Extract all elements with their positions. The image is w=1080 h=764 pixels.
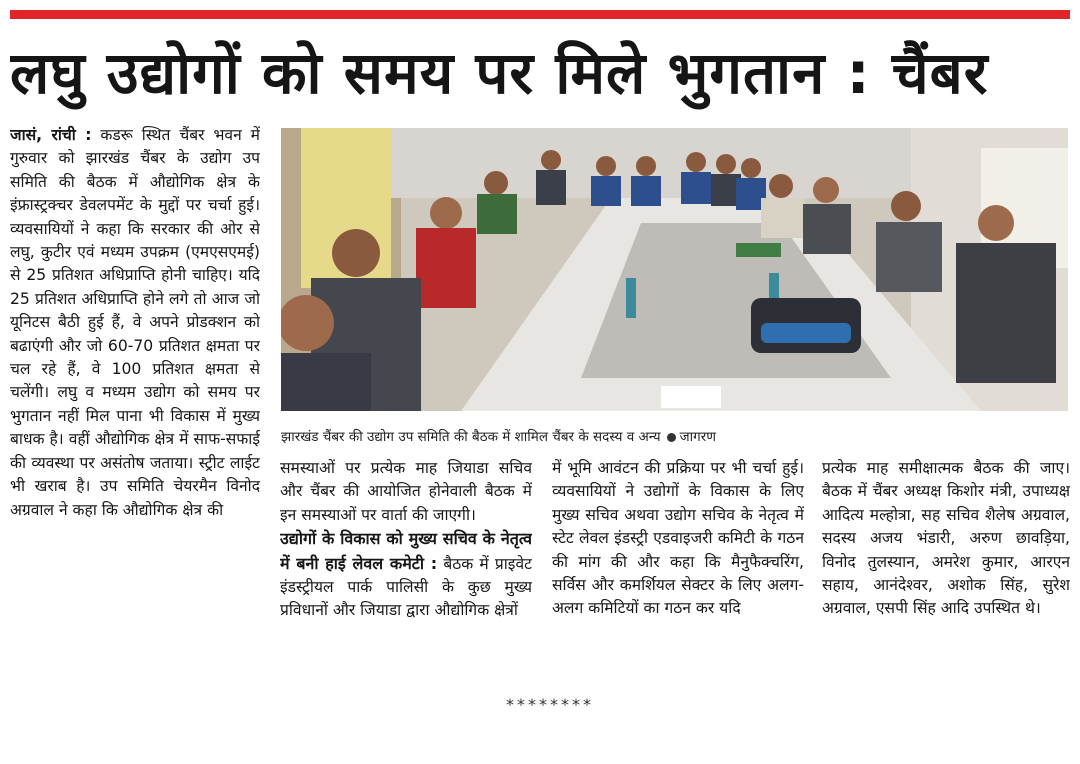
column-4-text: प्रत्येक माह समीक्षात्मक बैठक की जाए। बैठक में चैंबर अध्यक्ष किशोर मंत्री, उपाध्यक्ष आदित्य मल्होत्रा, सह सचिव शैलेष अग्रवाल, सदस्य अजय भंडारी, अरुण छावड़िया, विनोद तुलस्यान, अमरेश कुमार, आरएन सहाय, आनंदेश्वर, अशोक सिंह, सुरेश अग्रवाल, एसपी सिंह आदि उपस्थित थे। bbox=[822, 459, 1070, 618]
meeting-photo bbox=[281, 128, 1068, 411]
column-2-text-after-subhead: बैठक में प्राइवेट इंडस्ट्रीयल पार्क पालिसी के कुछ मुख्य प्रविधानों और जियाडा द्वारा औद्योगिक क्षेत्रों bbox=[280, 554, 532, 620]
top-red-rule bbox=[10, 10, 1070, 19]
bullet-dot-icon bbox=[667, 433, 676, 442]
end-marker: ******** bbox=[506, 695, 594, 714]
subheading: उद्योगों के विकास को मुख्य सचिव के नेतृत्व में बनी हाई लेवल कमेटी : bbox=[280, 529, 532, 573]
caption-text: झारखंड चैंबर की उद्योग उप समिति की बैठक में शामिल चैंबर के सदस्य व अन्य bbox=[281, 429, 661, 445]
dateline: जासं, रांची : bbox=[10, 126, 92, 144]
headline: लघु उद्योगों को समय पर मिले भुगतान : चैंबर bbox=[10, 39, 989, 107]
article-column-4 bbox=[822, 457, 1070, 690]
photo-caption bbox=[281, 426, 1068, 448]
article-column-1 bbox=[10, 124, 260, 690]
photo-credit: जागरण bbox=[679, 429, 717, 445]
meeting-photo-illustration bbox=[281, 128, 1068, 411]
column-1-text: कडरू स्थित चैंबर भवन में गुरुवार को झारखंड चैंबर के उद्योग उप समिति की बैठक में औद्योगिक क्षेत्र के इंफ्रास्ट्रक्चर डेवलपमेंट के मुद्दों पर चर्चा हुई। व्यवसायियों ने कहा कि सरकार की ओर से लघु, कुटीर एवं मध्यम उपक्रम (एमएसएमई) से 25 प्रतिशत अधिप्राप्ति होनी चाहिए। यदि 25 प्रतिशत अधिप्राप्ति होने लगे तो आज जो यूनिटस बैठी हुई हैं, वे अपने प्रोडक्शन को बढाएंगी और जो 60-70 प्रतिशत क्षमता पर चल रहे हैं, वे 100 प्रतिशत क्षमता से चलेंगी। लघु व मध्यम उद्योग को समय पर भुगतान नहीं मिल पाना भी विकास में मुख्य बाधक है। वहीं औद्योगिक क्षेत्र में साफ-सफाई की व्यवस्था पर असंतोष जताया। स्ट्रीट लाईट भी खराब है। उप समिति चेयरमैन विनोद अग्रवाल ने कहा कि औद्योगिक क्षेत्र की bbox=[10, 126, 260, 519]
column-2-text: समस्याओं पर प्रत्येक माह जियाडा सचिव और चैंबर की आयोजित होनेवाली बैठक में इन समस्याओं पर वार्ता की जाएगी। bbox=[280, 459, 532, 524]
column-3-text: में भूमि आवंटन की प्रक्रिया पर भी चर्चा हुई। व्यवसायियों ने उद्योगों के विकास के लिए मुख्य सचिव अथवा उद्योग सचिव के नेतृत्व में स्टेट लेवल इंडस्ट्री एडवाइजरी कमिटी के गठन की मांग की और कहा कि मैनुफैक्चरिंग, सर्विस और कमर्शियल सेक्टर के लिए अलग-अलग कमिटियों का गठन कर यदि bbox=[552, 459, 804, 618]
article-column-2 bbox=[280, 457, 532, 690]
article-column-3 bbox=[552, 457, 804, 690]
